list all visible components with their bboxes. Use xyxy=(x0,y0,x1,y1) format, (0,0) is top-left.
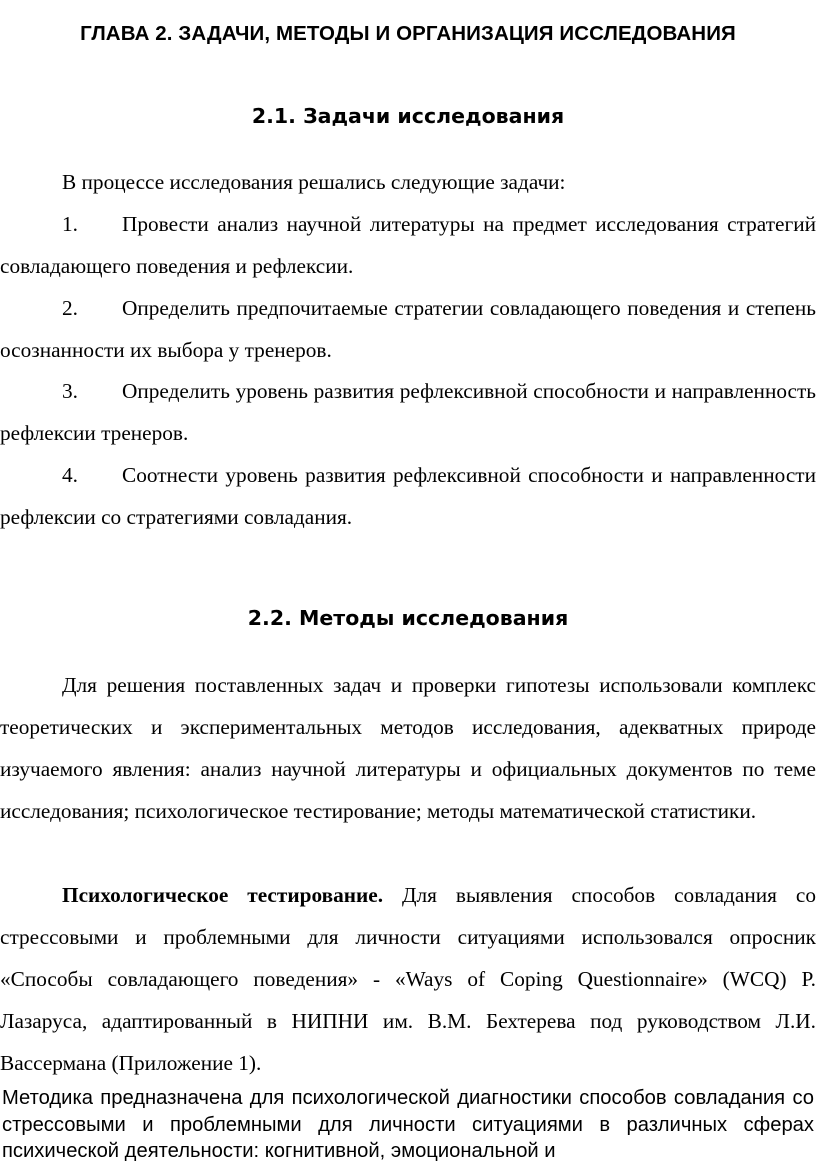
task-text: Провести анализ научной литературы на предмет исследования стратегий совладающего поведения и рефлексии. xyxy=(0,212,816,278)
task-number: 4. xyxy=(62,463,78,487)
methodology-description-paragraph: Методика предназначена для психологической диагностики способов совладания со стрессовыми и проблемными для личности ситуациями в различных сферах психической деятельности: когнитивной, эмоциональной и xyxy=(2,1087,814,1162)
task-item-2 xyxy=(0,287,816,371)
chapter-title: ГЛАВА 2. ЗАДАЧИ, МЕТОДЫ И ОРГАНИЗАЦИЯ ИССЛЕДОВАНИЯ xyxy=(80,22,736,45)
task-item-3 xyxy=(0,370,816,454)
task-text: Соотнести уровень развития рефлексивной способности и направленности рефлексии со стратегиями совладания. xyxy=(0,463,816,529)
task-item-1 xyxy=(0,203,816,287)
methods-paragraph: Для решения поставленных задач и проверки гипотезы использовали комплекс теоретических и экспериментальных методов исследования, адекватных природе изучаемого явления: анализ научной литературы и официальных документов по теме исследования; психологическое тестирование; методы математической статистики. xyxy=(0,673,816,823)
task-text: Определить предпочитаемые стратегии совладающего поведения и степень осознанности их выбора у тренеров. xyxy=(0,296,816,362)
testing-paragraph xyxy=(0,874,816,1084)
tasks-intro-paragraph: В процессе исследования решались следующие задачи: xyxy=(62,170,566,194)
task-number: 2. xyxy=(62,296,78,320)
section-title-methods: 2.2. Методы исследования xyxy=(247,606,569,630)
task-item-4 xyxy=(0,454,816,538)
testing-lead: Психологическое тестирование. xyxy=(62,883,384,907)
testing-text: Для выявления способов совладания со стрессовыми и проблемными для личности ситуациями использовался опросник «Способы совладающего поведения» - «Ways of Coping Questionnaire» (WCQ) Р. Лазаруса, адаптированный в НИПНИ им. В.М. Бехтерева под руководством Л.И. Вассермана (Приложение 1). xyxy=(0,883,816,1075)
section-title-tasks: 2.1. Задачи исследования xyxy=(251,104,565,128)
task-number: 3. xyxy=(62,379,78,403)
task-text: Определить уровень развития рефлексивной способности и направленность рефлексии тренеров. xyxy=(0,379,816,445)
task-number: 1. xyxy=(62,212,78,236)
